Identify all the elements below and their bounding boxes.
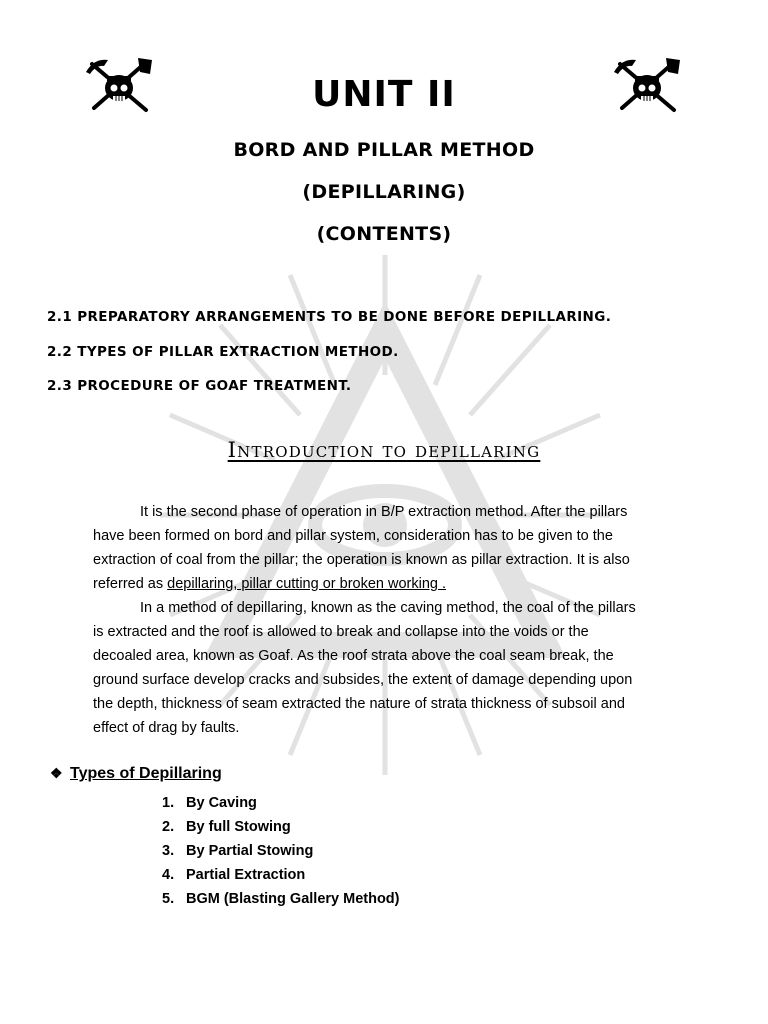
types-list <box>162 791 400 911</box>
list-item <box>162 791 400 815</box>
unit-title: UNIT II <box>312 74 456 115</box>
paragraph-line: extraction of coal from the pillar; the operation is known as pillar extraction. It is also <box>93 552 630 568</box>
intro-heading: Introduction to depillaring <box>227 438 541 462</box>
contents-list <box>47 306 737 410</box>
list-item <box>162 887 400 911</box>
underlined-terms: depillaring, pillar cutting or broken working . <box>167 576 447 592</box>
list-number: 4. <box>162 867 175 883</box>
list-item <box>162 863 400 887</box>
chapter-title: BORD AND PILLAR METHOD <box>233 139 535 161</box>
paragraph-line: have been formed on bord and pillar system, consideration has to be given to the <box>93 528 613 544</box>
list-text: Partial Extraction <box>186 867 306 883</box>
paragraph-line: It is the second phase of operation in B/P extraction method. After the pillars <box>140 504 628 520</box>
paragraph-line: decoaled area, known as Goaf. As the roof strata above the coal seam break, the <box>93 648 614 664</box>
paragraph-line: the depth, thickness of seam extracted the nature of strata thickness of subsoil and <box>93 696 625 712</box>
list-text: By Caving <box>186 795 257 811</box>
paragraph-line: effect of drag by faults. <box>93 720 240 736</box>
contents-item: 2.3 PROCEDURE OF GOAF TREATMENT. <box>47 378 352 394</box>
list-number: 2. <box>162 819 175 835</box>
chapter-subtitle: (DEPILLARING) <box>302 181 466 203</box>
paragraph-text: referred as <box>93 576 168 592</box>
list-number: 5. <box>162 891 175 907</box>
list-text: BGM (Blasting Gallery Method) <box>186 891 400 907</box>
contents-item: 2.1 PREPARATORY ARRANGEMENTS TO BE DONE BEFORE DEPILLARING. <box>47 309 612 325</box>
paragraph-line <box>93 572 725 596</box>
paragraph-line: ground surface develop cracks and subsides, the extent of damage depending upon <box>93 672 633 688</box>
list-number: 3. <box>162 843 175 859</box>
paragraph-line: In a method of depillaring, known as the caving method, the coal of the pillars <box>140 600 636 616</box>
list-number: 1. <box>162 795 175 811</box>
types-heading-label: Types of Depillaring <box>70 765 222 782</box>
diamond-bullet-icon: ❖ <box>50 765 63 781</box>
list-text: By Partial Stowing <box>186 843 314 859</box>
intro-paragraph-2 <box>93 596 725 740</box>
contents-label: (CONTENTS) <box>316 223 452 245</box>
list-item <box>162 815 400 839</box>
paragraph-line: is extracted and the roof is allowed to break and collapse into the voids or the <box>93 624 589 640</box>
list-text: By full Stowing <box>186 819 291 835</box>
intro-paragraph-1 <box>93 500 725 596</box>
list-item <box>162 839 400 863</box>
types-heading <box>50 765 222 783</box>
contents-item: 2.2 TYPES OF PILLAR EXTRACTION METHOD. <box>47 343 399 360</box>
